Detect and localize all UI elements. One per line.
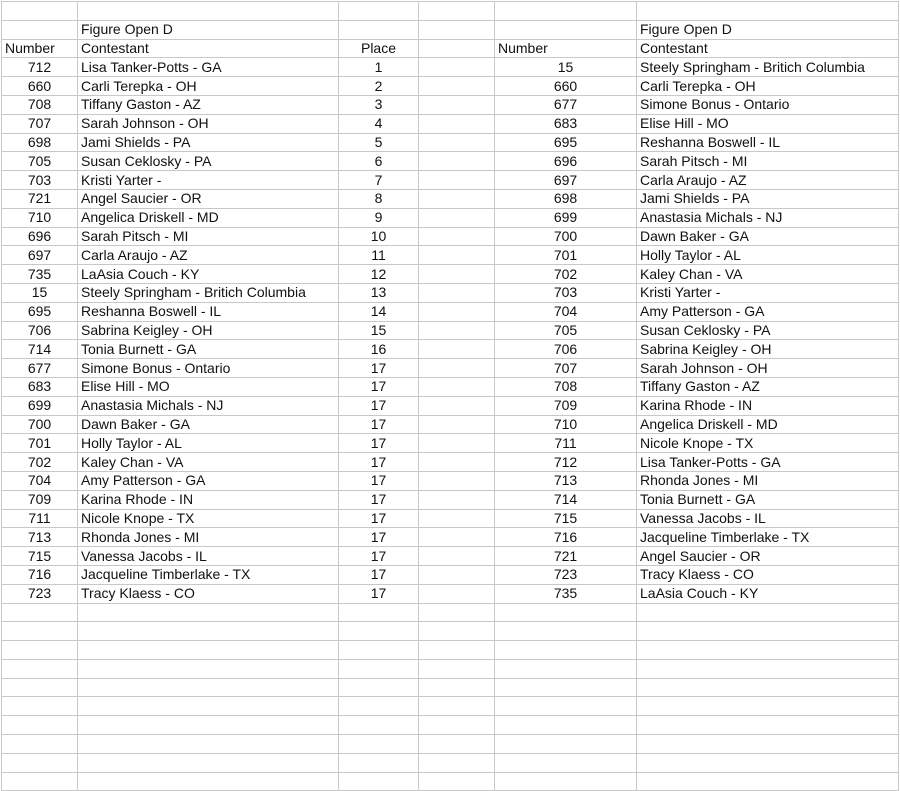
right-contestant-cell[interactable]: Tiffany Gaston - AZ — [637, 377, 899, 396]
cell[interactable] — [339, 622, 419, 641]
left-number-cell[interactable]: 698 — [2, 133, 78, 152]
left-contestant-cell[interactable]: Jami Shields - PA — [78, 133, 339, 152]
table-row — [2, 584, 899, 603]
place-cell[interactable]: 15 — [339, 321, 419, 340]
cell[interactable] — [637, 753, 899, 772]
cell[interactable] — [78, 622, 339, 641]
cell[interactable] — [419, 697, 495, 716]
cell[interactable] — [2, 753, 78, 772]
place-cell[interactable]: 11 — [339, 246, 419, 265]
left-number-cell[interactable]: 705 — [2, 152, 78, 171]
left-contestant-cell[interactable]: Anastasia Michals - NJ — [78, 396, 339, 415]
cell[interactable] — [495, 2, 637, 21]
cell[interactable] — [2, 697, 78, 716]
left-number-cell[interactable]: 714 — [2, 340, 78, 359]
left-number-cell[interactable]: 703 — [2, 171, 78, 190]
right-contestant-cell[interactable]: Karina Rhode - IN — [637, 396, 899, 415]
table-row — [2, 265, 899, 284]
right-contestant-cell[interactable]: Carla Araujo - AZ — [637, 171, 899, 190]
cell[interactable] — [495, 753, 637, 772]
right-number-cell[interactable]: 677 — [495, 95, 637, 114]
place-header[interactable]: Place — [339, 39, 419, 58]
cell[interactable] — [495, 697, 637, 716]
empty-row — [2, 735, 899, 754]
right-number-cell[interactable]: 700 — [495, 227, 637, 246]
cell[interactable] — [339, 2, 419, 21]
right-number-cell[interactable]: 697 — [495, 171, 637, 190]
place-cell[interactable]: 3 — [339, 95, 419, 114]
left-number-cell[interactable]: 706 — [2, 321, 78, 340]
cell[interactable] — [495, 772, 637, 791]
cell[interactable] — [2, 622, 78, 641]
cell[interactable] — [78, 772, 339, 791]
empty-row — [2, 678, 899, 697]
left-number-cell[interactable]: 735 — [2, 265, 78, 284]
place-cell[interactable]: 5 — [339, 133, 419, 152]
right-number-cell[interactable]: 705 — [495, 321, 637, 340]
empty-row — [2, 603, 899, 622]
cell[interactable] — [637, 659, 899, 678]
cell[interactable] — [419, 434, 495, 453]
cell[interactable] — [637, 716, 899, 735]
right-number-cell[interactable]: 721 — [495, 547, 637, 566]
table-row — [2, 340, 899, 359]
right-contestant-cell[interactable]: Vanessa Jacobs - IL — [637, 509, 899, 528]
right-number-cell[interactable]: 703 — [495, 283, 637, 302]
right-contestant-cell[interactable]: Carli Terepka - OH — [637, 77, 899, 96]
place-cell[interactable]: 17 — [339, 359, 419, 378]
cell[interactable] — [637, 678, 899, 697]
right-contestant-cell[interactable]: Amy Patterson - GA — [637, 302, 899, 321]
empty-row — [2, 641, 899, 660]
left-number-cell[interactable]: 697 — [2, 246, 78, 265]
right-number-cell[interactable]: 712 — [495, 453, 637, 472]
table-row — [2, 95, 899, 114]
cell[interactable] — [2, 603, 78, 622]
right-number-cell[interactable]: 710 — [495, 415, 637, 434]
left-contestant-cell[interactable]: Vanessa Jacobs - IL — [78, 547, 339, 566]
cell[interactable] — [419, 471, 495, 490]
left-number-cell[interactable]: 709 — [2, 490, 78, 509]
left-contestant-cell[interactable]: Simone Bonus - Ontario — [78, 359, 339, 378]
cell[interactable] — [495, 678, 637, 697]
cell[interactable] — [419, 377, 495, 396]
cell[interactable] — [419, 735, 495, 754]
left-contestant-cell[interactable]: Nicole Knope - TX — [78, 509, 339, 528]
table-row — [2, 490, 899, 509]
right-contestant-cell[interactable]: Simone Bonus - Ontario — [637, 95, 899, 114]
left-contestant-cell[interactable]: Kristi Yarter - — [78, 171, 339, 190]
cell[interactable] — [339, 659, 419, 678]
cell[interactable] — [339, 20, 419, 39]
place-cell[interactable]: 17 — [339, 415, 419, 434]
right-number-cell[interactable]: 708 — [495, 377, 637, 396]
cell[interactable] — [419, 415, 495, 434]
sheet-body — [2, 2, 899, 791]
cell[interactable] — [2, 735, 78, 754]
table-row — [2, 377, 899, 396]
left-number-cell[interactable]: 683 — [2, 377, 78, 396]
cell[interactable] — [78, 735, 339, 754]
cell[interactable] — [419, 39, 495, 58]
right-contestant-cell[interactable]: Nicole Knope - TX — [637, 434, 899, 453]
left-contestant-cell[interactable]: Jacqueline Timberlake - TX — [78, 565, 339, 584]
left-contestant-cell[interactable]: Dawn Baker - GA — [78, 415, 339, 434]
cell[interactable] — [2, 659, 78, 678]
place-cell[interactable]: 17 — [339, 471, 419, 490]
title-row — [2, 20, 899, 39]
right-number-cell[interactable]: 698 — [495, 189, 637, 208]
cell[interactable] — [495, 716, 637, 735]
cell[interactable] — [419, 753, 495, 772]
left-contestant-cell[interactable]: Lisa Tanker-Potts - GA — [78, 58, 339, 77]
left-contestant-cell[interactable]: Carli Terepka - OH — [78, 77, 339, 96]
cell[interactable] — [637, 622, 899, 641]
cell[interactable] — [637, 735, 899, 754]
spreadsheet-grid — [1, 1, 899, 791]
blank-top-row — [2, 2, 899, 21]
cell[interactable] — [419, 283, 495, 302]
left-number-cell[interactable]: 699 — [2, 396, 78, 415]
table-row — [2, 415, 899, 434]
cell[interactable] — [419, 77, 495, 96]
header-row — [2, 39, 899, 58]
cell[interactable] — [637, 697, 899, 716]
cell[interactable] — [419, 265, 495, 284]
place-cell[interactable]: 17 — [339, 396, 419, 415]
place-cell[interactable]: 17 — [339, 509, 419, 528]
place-cell[interactable]: 4 — [339, 114, 419, 133]
cell[interactable] — [339, 753, 419, 772]
left-contestant-cell[interactable]: Kaley Chan - VA — [78, 453, 339, 472]
place-cell[interactable]: 12 — [339, 265, 419, 284]
left-contestant-cell[interactable]: Tonia Burnett - GA — [78, 340, 339, 359]
cell[interactable] — [419, 509, 495, 528]
table-row — [2, 359, 899, 378]
right-contestant-cell[interactable]: Angelica Driskell - MD — [637, 415, 899, 434]
cell[interactable] — [419, 490, 495, 509]
cell[interactable] — [419, 359, 495, 378]
cell[interactable] — [419, 772, 495, 791]
left-number-cell[interactable]: 15 — [2, 283, 78, 302]
left-contestant-cell[interactable]: Reshanna Boswell - IL — [78, 302, 339, 321]
cell[interactable] — [419, 302, 495, 321]
cell[interactable] — [419, 340, 495, 359]
right-contestant-cell[interactable]: Tracy Klaess - CO — [637, 565, 899, 584]
place-cell[interactable]: 1 — [339, 58, 419, 77]
right-number-cell[interactable]: 707 — [495, 359, 637, 378]
right-contestant-cell[interactable]: Sabrina Keigley - OH — [637, 340, 899, 359]
cell[interactable] — [78, 659, 339, 678]
right-number-header[interactable]: Number — [495, 39, 637, 58]
place-cell[interactable]: 6 — [339, 152, 419, 171]
table-row — [2, 283, 899, 302]
place-cell[interactable]: 10 — [339, 227, 419, 246]
right-number-cell[interactable]: 714 — [495, 490, 637, 509]
right-contestant-header[interactable]: Contestant — [637, 39, 899, 58]
cell[interactable] — [419, 114, 495, 133]
left-number-cell[interactable]: 711 — [2, 509, 78, 528]
left-number-cell[interactable]: 708 — [2, 95, 78, 114]
cell[interactable] — [637, 641, 899, 660]
cell[interactable] — [495, 641, 637, 660]
left-contestant-cell[interactable]: Angelica Driskell - MD — [78, 208, 339, 227]
cell[interactable] — [419, 133, 495, 152]
right-contestant-cell[interactable]: Lisa Tanker-Potts - GA — [637, 453, 899, 472]
cell[interactable] — [419, 171, 495, 190]
cell[interactable] — [339, 678, 419, 697]
right-contestant-cell[interactable]: Susan Ceklosky - PA — [637, 321, 899, 340]
left-number-cell[interactable]: 701 — [2, 434, 78, 453]
place-cell[interactable]: 16 — [339, 340, 419, 359]
right-number-cell[interactable]: 704 — [495, 302, 637, 321]
cell[interactable] — [2, 716, 78, 735]
cell[interactable] — [78, 641, 339, 660]
place-cell[interactable]: 8 — [339, 189, 419, 208]
empty-row — [2, 622, 899, 641]
cell[interactable] — [339, 735, 419, 754]
right-contestant-cell[interactable]: Elise Hill - MO — [637, 114, 899, 133]
cell[interactable] — [419, 565, 495, 584]
place-cell[interactable]: 14 — [339, 302, 419, 321]
table-row — [2, 77, 899, 96]
cell[interactable] — [419, 641, 495, 660]
table-row — [2, 396, 899, 415]
right-contestant-cell[interactable]: Sarah Johnson - OH — [637, 359, 899, 378]
left-number-cell[interactable]: 710 — [2, 208, 78, 227]
cell[interactable] — [2, 20, 78, 39]
table-row — [2, 547, 899, 566]
left-number-cell[interactable]: 702 — [2, 453, 78, 472]
right-table-title[interactable]: Figure Open D — [637, 20, 899, 39]
left-number-cell[interactable]: 660 — [2, 77, 78, 96]
place-cell[interactable]: 7 — [339, 171, 419, 190]
right-contestant-cell[interactable]: Tonia Burnett - GA — [637, 490, 899, 509]
cell[interactable] — [419, 584, 495, 603]
place-cell[interactable]: 17 — [339, 584, 419, 603]
cell[interactable] — [637, 2, 899, 21]
cell[interactable] — [419, 716, 495, 735]
cell[interactable] — [419, 678, 495, 697]
right-contestant-cell[interactable]: Anastasia Michals - NJ — [637, 208, 899, 227]
right-number-cell[interactable]: 15 — [495, 58, 637, 77]
place-cell[interactable]: 9 — [339, 208, 419, 227]
cell[interactable] — [419, 58, 495, 77]
cell[interactable] — [419, 95, 495, 114]
cell[interactable] — [419, 547, 495, 566]
cell[interactable] — [419, 189, 495, 208]
table-row — [2, 227, 899, 246]
cell[interactable] — [339, 641, 419, 660]
table-row — [2, 565, 899, 584]
table-row — [2, 528, 899, 547]
left-contestant-cell[interactable]: Amy Patterson - GA — [78, 471, 339, 490]
right-number-cell[interactable]: 706 — [495, 340, 637, 359]
table-row — [2, 171, 899, 190]
place-cell[interactable]: 17 — [339, 528, 419, 547]
cell[interactable] — [419, 528, 495, 547]
left-table-title[interactable]: Figure Open D — [78, 20, 339, 39]
cell[interactable] — [495, 622, 637, 641]
cell[interactable] — [637, 603, 899, 622]
right-contestant-cell[interactable]: Sarah Pitsch - MI — [637, 152, 899, 171]
place-cell[interactable]: 17 — [339, 565, 419, 584]
empty-row — [2, 697, 899, 716]
cell[interactable] — [419, 453, 495, 472]
cell[interactable] — [2, 772, 78, 791]
left-number-cell[interactable]: 704 — [2, 471, 78, 490]
cell[interactable] — [2, 678, 78, 697]
table-row — [2, 321, 899, 340]
right-number-cell[interactable]: 713 — [495, 471, 637, 490]
place-cell[interactable]: 17 — [339, 547, 419, 566]
table-row — [2, 208, 899, 227]
table-row — [2, 509, 899, 528]
right-number-cell[interactable]: 711 — [495, 434, 637, 453]
left-number-cell[interactable]: 723 — [2, 584, 78, 603]
right-contestant-cell[interactable]: LaAsia Couch - KY — [637, 584, 899, 603]
left-contestant-cell[interactable]: Sarah Johnson - OH — [78, 114, 339, 133]
cell[interactable] — [78, 603, 339, 622]
place-cell[interactable]: 2 — [339, 77, 419, 96]
cell[interactable] — [2, 2, 78, 21]
left-number-cell[interactable]: 713 — [2, 528, 78, 547]
cell[interactable] — [78, 697, 339, 716]
place-cell[interactable]: 17 — [339, 434, 419, 453]
left-contestant-cell[interactable]: Elise Hill - MO — [78, 377, 339, 396]
cell[interactable] — [78, 678, 339, 697]
table-row — [2, 189, 899, 208]
right-number-cell[interactable]: 701 — [495, 246, 637, 265]
table-row — [2, 152, 899, 171]
cell[interactable] — [78, 753, 339, 772]
left-contestant-cell[interactable]: Angel Saucier - OR — [78, 189, 339, 208]
right-number-cell[interactable]: 723 — [495, 565, 637, 584]
right-number-cell[interactable]: 709 — [495, 396, 637, 415]
cell[interactable] — [419, 208, 495, 227]
cell[interactable] — [419, 152, 495, 171]
place-cell[interactable]: 17 — [339, 453, 419, 472]
left-contestant-cell[interactable]: Carla Araujo - AZ — [78, 246, 339, 265]
place-cell[interactable]: 13 — [339, 283, 419, 302]
right-number-cell[interactable]: 660 — [495, 77, 637, 96]
table-row — [2, 114, 899, 133]
left-number-cell[interactable]: 677 — [2, 359, 78, 378]
left-contestant-cell[interactable]: Tiffany Gaston - AZ — [78, 95, 339, 114]
left-contestant-header[interactable]: Contestant — [78, 39, 339, 58]
right-contestant-cell[interactable]: Dawn Baker - GA — [637, 227, 899, 246]
table-row — [2, 133, 899, 152]
cell[interactable] — [495, 603, 637, 622]
cell[interactable] — [419, 227, 495, 246]
left-number-cell[interactable]: 712 — [2, 58, 78, 77]
table-row — [2, 58, 899, 77]
cell[interactable] — [339, 603, 419, 622]
left-number-cell[interactable]: 707 — [2, 114, 78, 133]
right-number-cell[interactable]: 695 — [495, 133, 637, 152]
cell[interactable] — [419, 603, 495, 622]
cell[interactable] — [78, 2, 339, 21]
table-row — [2, 471, 899, 490]
cell[interactable] — [419, 396, 495, 415]
left-number-cell[interactable]: 716 — [2, 565, 78, 584]
cell[interactable] — [2, 641, 78, 660]
table-row — [2, 434, 899, 453]
place-cell[interactable]: 17 — [339, 377, 419, 396]
cell[interactable] — [339, 697, 419, 716]
left-contestant-cell[interactable]: Sabrina Keigley - OH — [78, 321, 339, 340]
cell[interactable] — [495, 20, 637, 39]
place-cell[interactable]: 17 — [339, 490, 419, 509]
cell[interactable] — [419, 2, 495, 21]
left-contestant-cell[interactable]: Rhonda Jones - MI — [78, 528, 339, 547]
left-contestant-cell[interactable]: Sarah Pitsch - MI — [78, 227, 339, 246]
empty-row — [2, 659, 899, 678]
right-contestant-cell[interactable]: Rhonda Jones - MI — [637, 471, 899, 490]
right-contestant-cell[interactable]: Kristi Yarter - — [637, 283, 899, 302]
empty-row — [2, 753, 899, 772]
right-number-cell[interactable]: 716 — [495, 528, 637, 547]
left-number-cell[interactable]: 695 — [2, 302, 78, 321]
cell[interactable] — [419, 321, 495, 340]
table-row — [2, 246, 899, 265]
cell[interactable] — [495, 659, 637, 678]
left-contestant-cell[interactable]: Susan Ceklosky - PA — [78, 152, 339, 171]
left-number-cell[interactable]: 700 — [2, 415, 78, 434]
left-number-cell[interactable]: 721 — [2, 189, 78, 208]
right-contestant-cell[interactable]: Angel Saucier - OR — [637, 547, 899, 566]
left-contestant-cell[interactable]: Holly Taylor - AL — [78, 434, 339, 453]
cell[interactable] — [78, 716, 339, 735]
right-contestant-cell[interactable]: Steely Springham - Britich Columbia — [637, 58, 899, 77]
right-number-cell[interactable]: 699 — [495, 208, 637, 227]
left-number-cell[interactable]: 715 — [2, 547, 78, 566]
empty-row — [2, 716, 899, 735]
right-number-cell[interactable]: 702 — [495, 265, 637, 284]
left-contestant-cell[interactable]: Karina Rhode - IN — [78, 490, 339, 509]
empty-row — [2, 772, 899, 791]
left-number-header[interactable]: Number — [2, 39, 78, 58]
cell[interactable] — [419, 20, 495, 39]
cell[interactable] — [419, 659, 495, 678]
right-number-cell[interactable]: 696 — [495, 152, 637, 171]
cell[interactable] — [339, 716, 419, 735]
right-contestant-cell[interactable]: Jacqueline Timberlake - TX — [637, 528, 899, 547]
cell[interactable] — [419, 246, 495, 265]
left-contestant-cell[interactable]: Steely Springham - Britich Columbia — [78, 283, 339, 302]
right-contestant-cell[interactable]: Holly Taylor - AL — [637, 246, 899, 265]
cell[interactable] — [637, 772, 899, 791]
right-number-cell[interactable]: 715 — [495, 509, 637, 528]
left-contestant-cell[interactable]: LaAsia Couch - KY — [78, 265, 339, 284]
right-contestant-cell[interactable]: Kaley Chan - VA — [637, 265, 899, 284]
right-number-cell[interactable]: 735 — [495, 584, 637, 603]
cell[interactable] — [495, 735, 637, 754]
left-number-cell[interactable]: 696 — [2, 227, 78, 246]
right-number-cell[interactable]: 683 — [495, 114, 637, 133]
right-contestant-cell[interactable]: Jami Shields - PA — [637, 189, 899, 208]
left-contestant-cell[interactable]: Tracy Klaess - CO — [78, 584, 339, 603]
table-row — [2, 302, 899, 321]
table-row — [2, 453, 899, 472]
cell[interactable] — [419, 622, 495, 641]
right-contestant-cell[interactable]: Reshanna Boswell - IL — [637, 133, 899, 152]
cell[interactable] — [339, 772, 419, 791]
